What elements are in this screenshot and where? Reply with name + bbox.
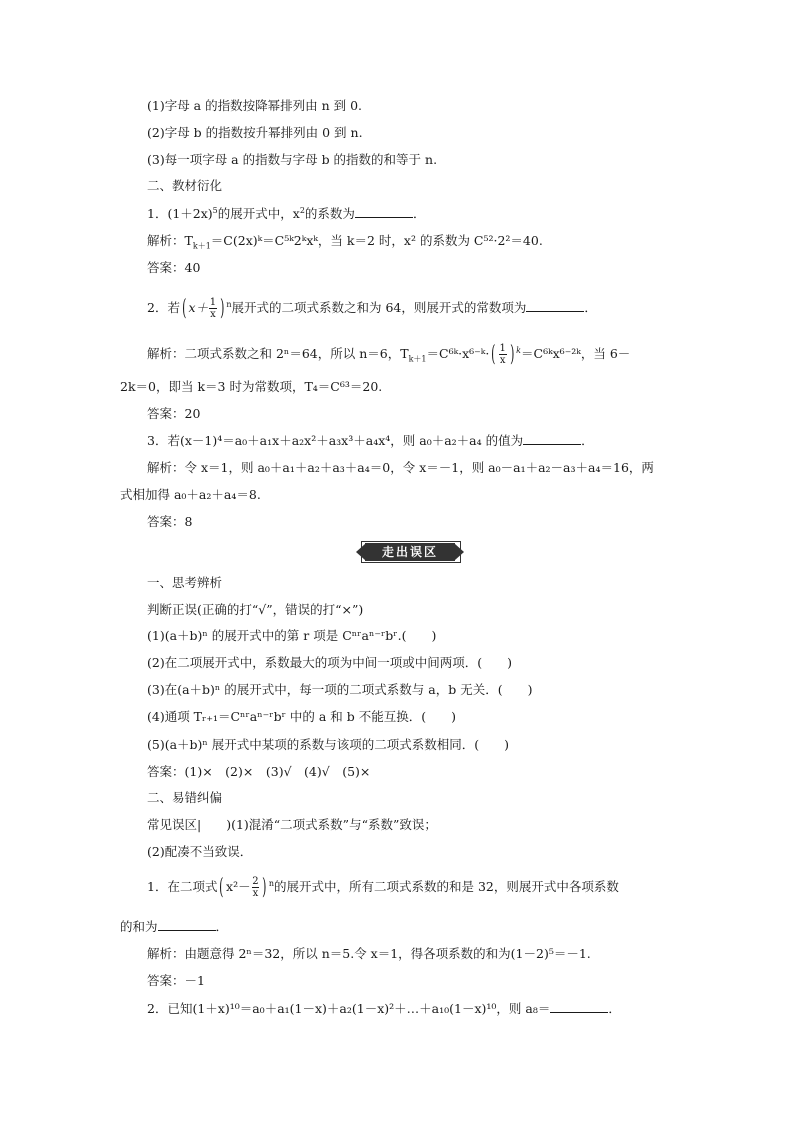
fraction-1-over-x: $\frac{1}{x}$ <box>499 343 506 366</box>
error-analysis-1: 解析：由题意得 2ⁿ＝32，所以 n＝5.令 x＝1，得各项系数的和为(1－2)⁵＝－1. <box>147 946 591 961</box>
analysis-1-pre: 解析：T <box>147 233 193 248</box>
error-question-1-continued <box>120 918 228 936</box>
error-question-1-post: 的展开式中，所有二项式系数的和是 32，则展开式中各项系数 <box>274 879 619 894</box>
question-1-pre: 1．(1＋2x) <box>147 206 213 221</box>
answer-blank <box>526 299 584 312</box>
banner-right-arrow-icon <box>455 544 464 560</box>
section-heading-thinking: 一、思考辨析 <box>147 575 223 590</box>
error-answer-1: 答案：－1 <box>147 973 205 988</box>
period: ． <box>215 919 229 934</box>
answer-blank <box>355 205 413 218</box>
banner-title: 走出误区 <box>365 543 455 561</box>
analysis-2: 解析：二项式系数之和 2ⁿ＝64，所以 n＝6，$T_{k+1}=C^6ᵏ\cdot x^{6-}ᵏ\cdot$( $\frac{1}{x}$ ) $^k$＝C⁶ᵏx⁶⁻²ᵏ，当 6－ <box>147 341 631 367</box>
text-line-3: (3)每一项字母 a 的指数与字母 b 的指数的和等于 n. <box>147 152 438 167</box>
sup-n: n <box>226 299 232 309</box>
sub-k1: k＋1 <box>408 354 427 364</box>
question-3-text: 3．若(x－1)⁴＝a₀＋a₁x＋a₂x²＋a₃x³＋a₄x⁴，则 a₀＋a₂＋a₄ 的值为 <box>147 433 524 448</box>
x-squared-minus: x²－ <box>226 879 251 894</box>
answer-blank <box>523 432 581 445</box>
error-question-2-text: 2．已知(1＋x)¹⁰＝a₀＋a₁(1－x)＋a₂(1－x)²＋…＋a₁₀(1－x)¹⁰，则 a₈＝ <box>147 1001 551 1016</box>
answer-3: 答案：8 <box>147 514 193 529</box>
question-1-mid: 的展开式中，x <box>217 206 300 221</box>
judge-answers: 答案：(1)× (2)× (3)√ (4)√ (5)× <box>147 764 371 779</box>
sup-n: n <box>268 878 274 888</box>
judge-item-4: (4)通项 Tᵣ₊₁＝Cⁿʳaⁿ⁻ʳbʳ 中的 a 和 b 不能互换．( ) <box>147 709 456 724</box>
analysis-2-pre: 解析：二项式系数之和 2ⁿ＝64，所以 n＝6，T <box>147 346 409 361</box>
paren-close: ) <box>219 295 225 321</box>
question-2-pre: 2．若 <box>147 300 180 315</box>
analysis-1-rest: ＝C <box>210 233 233 248</box>
analysis-1-tail: (2x)ᵏ＝C⁵ᵏ2ᵏxᵏ，当 k＝2 时，x² 的系数为 C⁵²·2²＝40. <box>232 233 543 248</box>
period: ． <box>584 300 597 315</box>
error-question-1-cont: 的和为 <box>120 919 158 934</box>
analysis-3-continued: 式相加得 a₀＋a₂＋a₄＝8. <box>120 487 261 502</box>
judge-item-3: (3)在(a＋b)ⁿ 的展开式中，每一项的二项式系数与 a，b 无关．( ) <box>147 682 533 697</box>
judge-instruction: 判断正误(正确的打“√”，错误的打“×”) <box>147 602 364 617</box>
text-line-2: (2)字母 b 的指数按升幂排列由 0 到 n. <box>147 125 363 140</box>
question-3 <box>147 432 594 450</box>
answer-2: 答案：20 <box>147 406 201 421</box>
error-question-1 <box>147 876 619 899</box>
sup-5: 5 <box>212 205 218 215</box>
paren-open: ( <box>219 874 224 900</box>
sup-2: 2 <box>299 205 305 215</box>
question-2: 2．若( x＋ $\frac{1}{x}$ ) $^n$展开式的二项式系数之和为 64，则展开式的常数项为 ． <box>147 295 597 321</box>
section-banner <box>355 541 465 563</box>
section-heading-textbook: 二、教材衍化 <box>147 178 223 193</box>
period: ． <box>608 1001 621 1016</box>
error-question-1-pre: 1．在二项式 <box>147 879 218 894</box>
period: ． <box>581 433 594 448</box>
question-2-post: 展开式的二项式系数之和为 64，则展开式的常数项为 <box>231 300 527 315</box>
answer-1: 答案：40 <box>147 260 201 275</box>
question-1 <box>147 205 425 223</box>
judge-item-2: (2)在二项展开式中，系数最大的项为中间一项或中间两项．( ) <box>147 655 512 670</box>
paren-open: ( <box>491 341 496 367</box>
paren-open: ( <box>182 295 187 321</box>
sub-k1: k＋1 <box>192 241 211 251</box>
paren-close: ) <box>509 341 514 367</box>
analysis-2-post: ＝C⁶ᵏx⁶⁻²ᵏ，当 6－ <box>521 346 631 361</box>
answer-blank <box>158 918 216 931</box>
question-1-post: 的系数为 <box>304 206 355 221</box>
banner-left-arrow-icon <box>356 544 365 560</box>
period: ． <box>412 206 426 221</box>
analysis-2-mid: ＝C⁶ᵏ·x⁶⁻ᵏ· <box>426 346 490 361</box>
text-line-1: (1)字母 a 的指数按降幂排列由 n 到 0. <box>147 98 363 113</box>
common-errors-1: 常见误区| )(1)混淆“二项式系数”与“系数”致误； <box>147 817 437 832</box>
judge-item-5: (5)(a＋b)ⁿ 展开式中某项的系数与该项的二项式系数相同．( ) <box>147 737 510 752</box>
judge-item-1: (1)(a＋b)ⁿ 的展开式中的第 r 项是 Cⁿʳaⁿ⁻ʳbʳ.( ) <box>147 628 437 643</box>
answer-blank <box>550 1000 608 1013</box>
section-heading-errors: 二、易错纠偏 <box>147 790 223 805</box>
fraction-2-over-x: $\frac{2}{x}$ <box>252 876 259 899</box>
analysis-1 <box>147 232 543 250</box>
fraction-1-over-x: $\frac{1}{x}$ <box>209 297 217 320</box>
analysis-2-continued: 2k＝0，即当 k＝3 时为常数项，T₄＝C⁶³＝20. <box>120 379 383 394</box>
paren-close: ) <box>262 874 267 900</box>
common-errors-2: (2)配凑不当致误． <box>147 844 253 859</box>
analysis-3: 解析：令 x＝1，则 a₀＋a₁＋a₂＋a₃＋a₄＝0，令 x＝－1，则 a₀－a₁＋a₂－a₃＋a₄＝16，两 <box>147 460 654 475</box>
error-question-2 <box>147 1000 621 1018</box>
